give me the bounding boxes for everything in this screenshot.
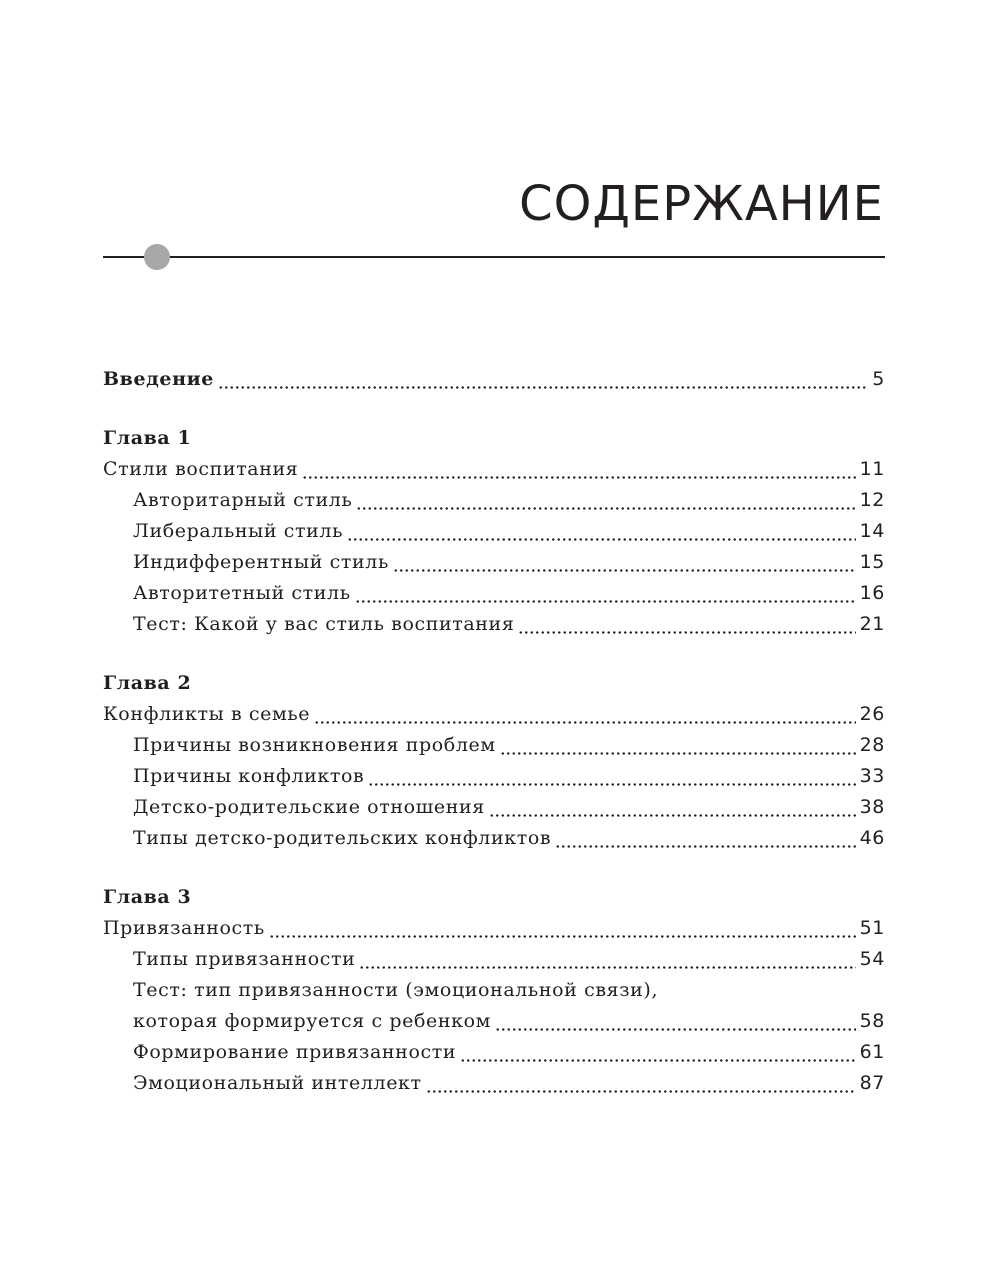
toc-page-number: 12 [859,489,885,511]
chapter-heading: Глава 1 [103,427,192,449]
toc-entry-label: Привязанность [103,917,265,939]
toc-subentry[interactable] [103,944,885,975]
toc-entry-label: Эмоциональный интеллект [133,1072,422,1094]
toc-subentry[interactable] [103,1068,885,1099]
title-underline [103,256,885,258]
toc-entry-label: Авторитарный стиль [133,489,353,511]
dot-leader [359,944,855,975]
dot-leader [500,730,856,761]
toc-page-number: 33 [859,765,885,787]
toc-page-number: 51 [859,917,885,939]
toc-page-number: 15 [859,551,885,573]
chapter-heading: Глава 2 [103,672,192,694]
toc-page-number: 26 [859,703,885,725]
toc-entry-label: Тест: тип привязанности (эмоциональной связи), [133,979,659,1001]
toc-subentry[interactable] [103,578,885,609]
toc-subentry[interactable] [103,485,885,516]
toc-entry-label: Введение [103,368,214,390]
dot-leader [393,547,856,578]
dot-leader [426,1068,856,1099]
toc-subentry[interactable] [103,823,885,854]
dot-leader [314,699,855,730]
toc-page-number: 54 [859,948,885,970]
toc-entry[interactable] [103,699,885,730]
toc-page-number: 5 [872,368,885,390]
toc-subentry[interactable] [103,1037,885,1068]
dot-leader [489,792,856,823]
dot-leader [218,364,868,395]
dot-leader [555,823,855,854]
dot-leader [302,454,855,485]
toc-entry-introduction[interactable] [103,364,885,395]
table-of-contents [103,364,885,1099]
toc-entry-label: Индифферентный стиль [133,551,389,573]
dot-leader [355,578,856,609]
decorative-circle [144,244,170,270]
toc-entry-label: Типы детско-родительских конфликтов [133,827,552,849]
toc-subentry[interactable] [103,516,885,547]
page-title: СОДЕРЖАНИЕ [519,176,884,232]
toc-page-number: 16 [859,582,885,604]
toc-entry-label: Либеральный стиль [133,520,344,542]
toc-entry-label: Тест: Какой у вас стиль воспитания [133,613,515,635]
toc-subentry[interactable] [103,761,885,792]
dot-leader [347,516,856,547]
toc-subentry[interactable] [103,547,885,578]
toc-page-number: 14 [859,520,885,542]
toc-entry-label: Конфликты в семье [103,703,311,725]
toc-subentry-line1[interactable] [103,975,885,1006]
toc-page-number: 46 [859,827,885,849]
toc-entry-label: Стили воспитания [103,458,299,480]
toc-entry-label: Причины возникновения проблем [133,734,496,756]
toc-subentry[interactable] [103,792,885,823]
toc-entry-label: Авторитетный стиль [133,582,351,604]
toc-page-number: 21 [859,613,885,635]
toc-entry-label: Детско-родительские отношения [133,796,485,818]
toc-entry-label: Формирование привязанности [133,1041,457,1063]
toc-page-number: 11 [859,458,885,480]
toc-entry[interactable] [103,913,885,944]
dot-leader [269,913,856,944]
toc-entry[interactable] [103,454,885,485]
toc-page-number: 38 [859,796,885,818]
toc-page-number: 58 [859,1010,885,1032]
toc-subentry-line2[interactable] [103,1006,885,1037]
chapter-heading: Глава 3 [103,886,192,908]
toc-entry-label-continued: которая формируется с ребенком [133,1010,491,1032]
dot-leader [356,485,855,516]
dot-leader [518,609,855,640]
toc-entry-label: Типы привязанности [133,948,356,970]
toc-page-number: 61 [859,1041,885,1063]
dot-leader [495,1006,856,1037]
toc-page-number: 28 [859,734,885,756]
toc-page-number: 87 [859,1072,885,1094]
toc-subentry[interactable] [103,609,885,640]
toc-subentry[interactable] [103,730,885,761]
dot-leader [368,761,855,792]
dot-leader [460,1037,856,1068]
toc-entry-label: Причины конфликтов [133,765,365,787]
